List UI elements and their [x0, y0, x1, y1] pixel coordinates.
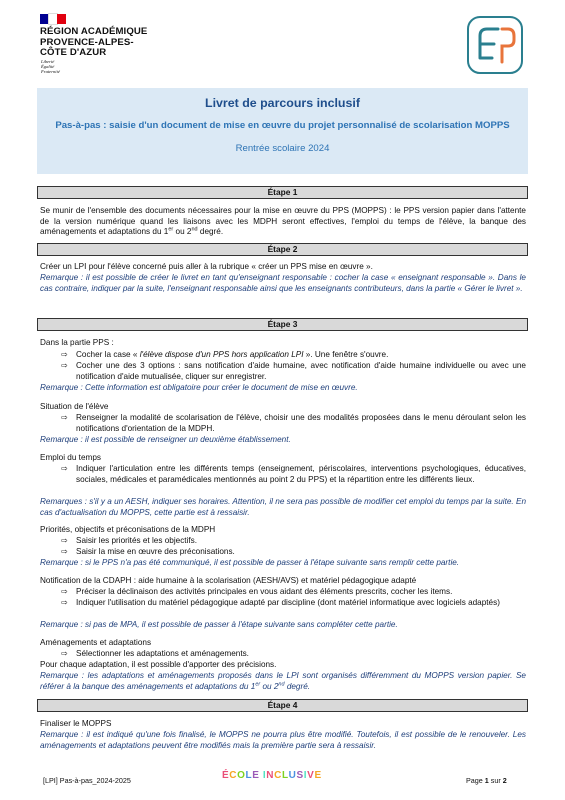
text-run: ou 2	[173, 227, 192, 237]
text-run: sur	[488, 776, 503, 785]
superscript: er	[168, 226, 174, 233]
situation-bullet-1: Renseigner la modalité de scolarisation de l'élève, choisir une des modalités proposées dans le menu déroulant selon les notifications d'orientation de la MDPH.	[76, 413, 526, 433]
region-line: RÉGION ACADÉMIQUE	[40, 26, 148, 37]
logo-letter: C	[274, 770, 282, 781]
page-header	[0, 0, 565, 88]
timetable-bullet-1: Indiquer l'articulation entre les différents temps (enseignement, périscolaires, interventions psychologiques, éducatives, sociales, médicales et paramédicales mentionnés au point 2 du PPS) et la répartition entre les différents lieux.	[76, 464, 526, 484]
text-run: Page	[466, 776, 485, 785]
logo-letter: C	[229, 770, 238, 781]
arrow-bullet-icon: ⇨	[61, 649, 68, 658]
priorities-section-title: Priorités, objectifs et préconisations de la MDPH	[40, 525, 216, 534]
adaptations-bullet-1: Sélectionner les adaptations et aménagements.	[76, 649, 249, 658]
pps-section-title: Dans la partie PPS :	[40, 338, 114, 347]
republic-motto	[41, 59, 60, 74]
superscript: nd	[191, 226, 198, 233]
adaptations-remark	[40, 671, 526, 692]
arrow-bullet-icon: ⇨	[61, 464, 68, 473]
title-banner	[37, 88, 528, 174]
arrow-bullet-icon: ⇨	[61, 536, 68, 545]
logo-letter: S	[296, 770, 304, 781]
logo-letter: O	[237, 770, 246, 781]
logo-letter: E	[314, 770, 322, 781]
logo-letter: U	[288, 770, 297, 781]
arrow-bullet-icon: ⇨	[61, 361, 68, 370]
cdaph-bullet-2: Indiquer l'utilisation du matériel pédagogique adapté par discipline (dont matériel informatique avec logiciels adaptés)	[76, 598, 500, 607]
arrow-bullet-icon: ⇨	[61, 413, 68, 422]
text-run: 2	[502, 776, 507, 785]
adaptations-section-title: Aménagements et adaptations	[40, 638, 152, 647]
logo-letter: E	[252, 770, 260, 781]
arrow-bullet-icon: ⇨	[61, 350, 68, 359]
adaptations-text: Pour chaque adaptation, il est possible d'apporter des précisions.	[40, 660, 277, 669]
region-academique-logo-text	[40, 27, 147, 59]
ecole-inclusive-logo	[222, 770, 322, 781]
step-4-heading: Étape 4	[37, 699, 528, 712]
logo-letter: N	[266, 770, 275, 781]
logo-letter: L	[281, 770, 289, 781]
step-2-heading: Étape 2	[37, 243, 528, 256]
pps-bullet-1	[76, 350, 526, 361]
logo-letter: L	[245, 770, 253, 781]
text-run: Se munir de l'ensemble des documents nécessaires pour la mise en œuvre du PPS (MOPPS) : le PPS version papier dans l'attente de la version numérique quand les liaisons avec les MDPH seront effectives, l'emploi du temps de l'élève, la banque des aménagements et adaptations du 1	[40, 206, 526, 237]
lpi-logo-icon	[464, 14, 526, 76]
document-subtitle: Pas-à-pas : saisie d'un document de mise en œuvre du projet personnalisé de scolarisation MOPPS	[55, 120, 510, 131]
logo-letter: I	[303, 770, 308, 781]
motto-line: Fraternité	[41, 69, 60, 74]
priorities-remark: Remarque : si le PPS n'a pas été communiqué, il est possible de passer à l'étape suivante sans remplir cette partie.	[40, 558, 460, 567]
text-run: Cocher la case «	[76, 350, 140, 359]
logo-letter: É	[222, 770, 230, 781]
situation-section-title: Situation de l'élève	[40, 402, 109, 411]
cdaph-remark: Remarque : si pas de MPA, il est possible de passer à l'étape suivante sans compléter cette partie.	[40, 620, 398, 629]
arrow-bullet-icon: ⇨	[61, 598, 68, 607]
region-line: PROVENCE-ALPES-	[40, 36, 134, 48]
text-run: degré.	[197, 227, 224, 237]
step-4-remark: Remarque : il est indiqué qu'une fois finalisé, le MOPPS ne pourra plus être modifié. Toutefois, il est possible de le renouveler. Les aménagements et adaptations peuvent être modifiés mais la première partie sera à ressaisir.	[40, 730, 526, 750]
french-flag-icon	[40, 14, 66, 24]
priorities-bullet-2: Saisir la mise en œuvre des préconisations.	[76, 547, 235, 556]
step-4-text: Finaliser le MOPPS	[40, 719, 112, 728]
arrow-bullet-icon: ⇨	[61, 547, 68, 556]
superscript: nd	[278, 680, 285, 687]
school-year: Rentrée scolaire 2024	[235, 143, 330, 154]
step-2-remark: Remarque : il est possible de créer le livret en tant qu'enseignant responsable : cocher la case « enseignant responsable ». Dans le cas contraire, indiquer par la suite, l'enseignant responsable ainsi que les enseignants contributeurs, dans la partie « Gérer le livret ».	[40, 273, 526, 293]
step-1-text	[40, 206, 526, 238]
pps-bullet-2: Cocher une des 3 options : sans notification d'aide humaine, avec notification d'aide humaine individuelle ou avec une notification d'aide mutualisée, cliquer sur enregistrer.	[76, 361, 526, 381]
arrow-bullet-icon: ⇨	[61, 587, 68, 596]
text-run: l'élève dispose d'un PPS hors application LPI	[139, 350, 304, 359]
document-title: Livret de parcours inclusif	[205, 96, 360, 110]
cdaph-bullet-1: Préciser la déclinaison des activités principales en vous aidant des éléments prescrits, cocher les items.	[76, 587, 453, 596]
cdaph-section-title: Notification de la CDAPH : aide humaine à la scolarisation (AESH/AVS) et matériel pédagogique adapté	[40, 576, 417, 585]
step-1-heading: Étape 1	[37, 186, 528, 199]
timetable-section-title: Emploi du temps	[40, 453, 101, 462]
region-line: CÔTE D'AZUR	[40, 47, 107, 58]
motto-line: Liberté	[41, 59, 55, 64]
timetable-remark: Remarques : s'il y a un AESH, indiquer ses horaires. Attention, il ne sera pas possible de modifier cet emploi du temps par la suite. En cas d'actualisation du MOPPS, cette partie est à ressaisir.	[40, 497, 526, 517]
superscript: er	[255, 680, 261, 687]
footer-document-name: [LPI] Pas-à-pas_2024-2025	[43, 776, 131, 785]
text-run: 1	[484, 776, 489, 785]
pps-remark: Remarque : Cette information est obligatoire pour créer le document de mise en œuvre.	[40, 383, 358, 392]
priorities-bullet-1: Saisir les priorités et les objectifs.	[76, 536, 198, 545]
text-run: ou 2	[260, 681, 279, 691]
text-run: ». Une fenêtre s'ouvre.	[303, 350, 389, 359]
logo-letter: I	[262, 770, 267, 781]
text-run: degré.	[284, 681, 311, 691]
motto-line: Égalité	[41, 64, 55, 69]
logo-letter: V	[307, 770, 315, 781]
situation-remark: Remarque : il est possible de renseigner un deuxième établissement.	[40, 435, 291, 444]
page-number	[466, 776, 507, 785]
step-2-text: Créer un LPI pour l'élève concerné puis aller à la rubrique « créer un PPS mise en œuvre ».	[40, 262, 373, 271]
text-run: Remarque : les adaptations et aménagements proposés dans le LPI sont organisés différemment du MOPPS version papier. Se référer à la banque des aménagements et adaptations du 1	[40, 671, 526, 691]
step-3-heading: Étape 3	[37, 318, 528, 331]
